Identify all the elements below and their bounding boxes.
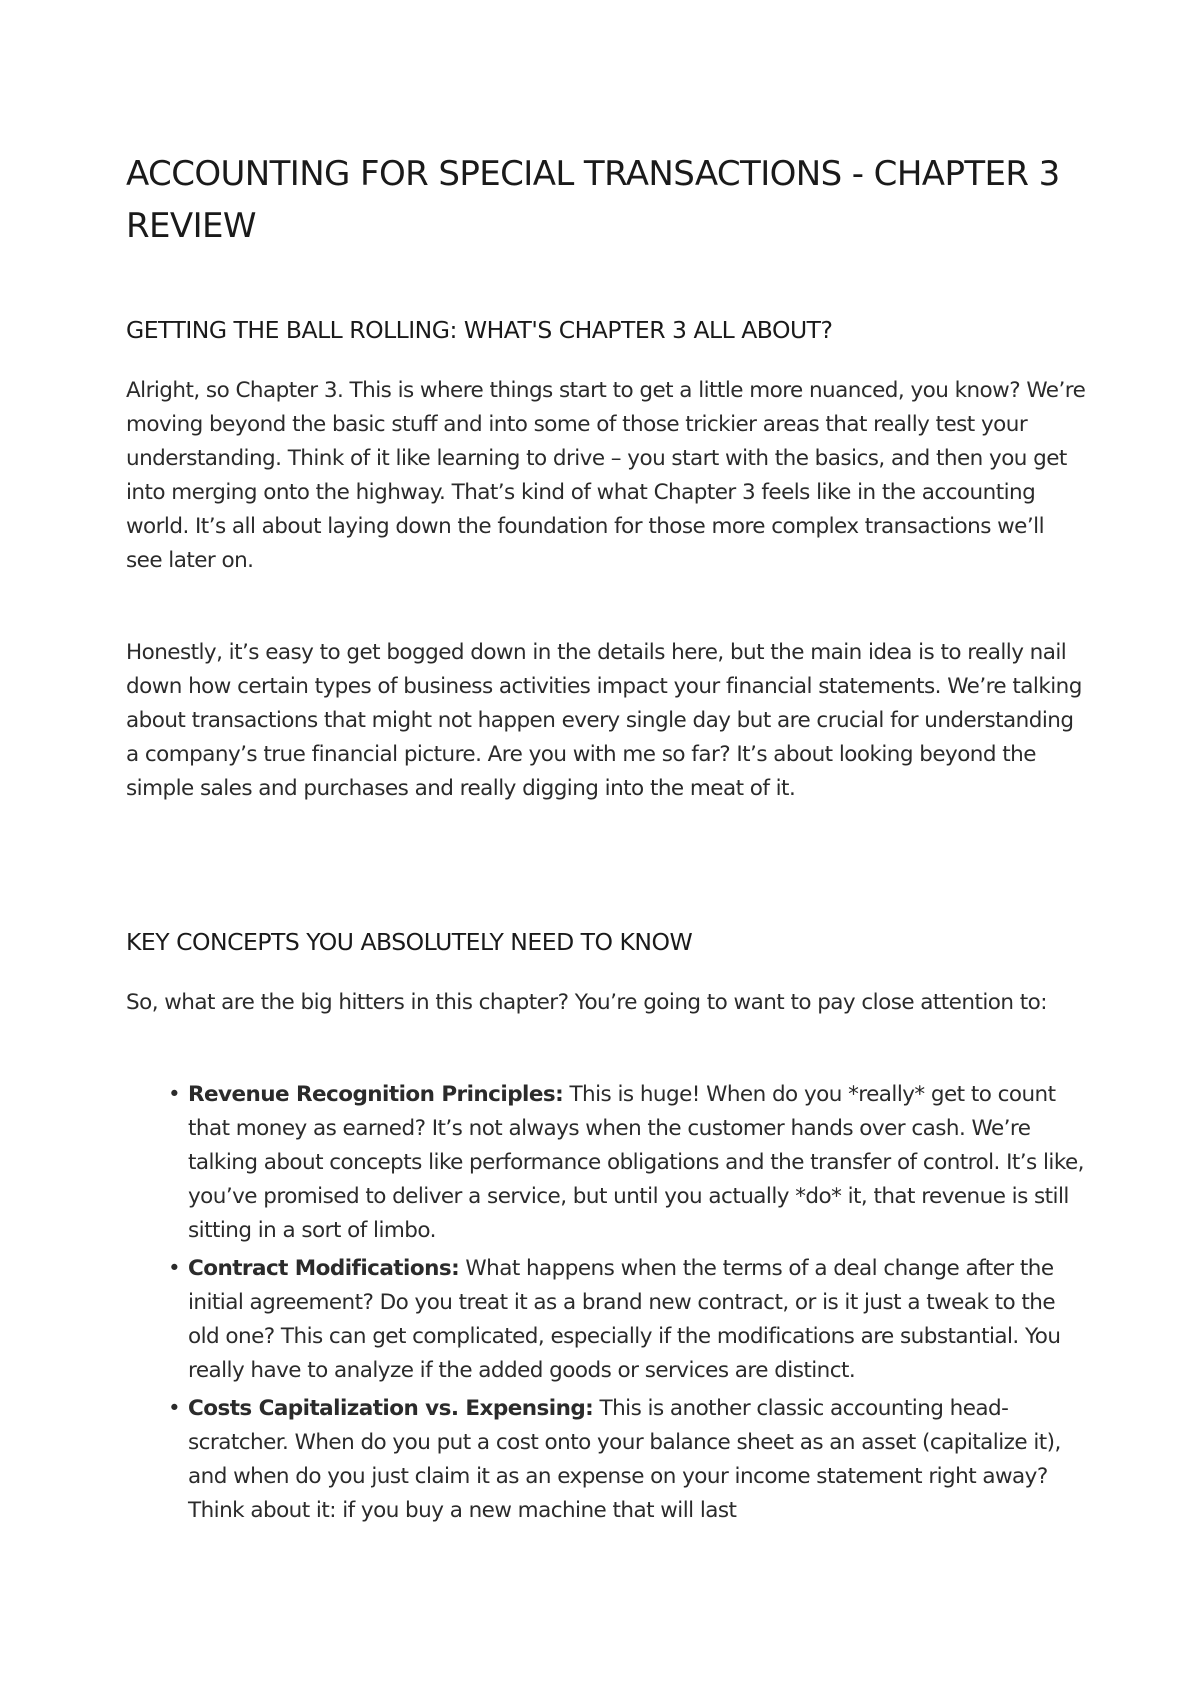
list-item [126,1392,1086,1528]
bullet-term: Costs Capitalization vs. Expensing: [188,1396,594,1421]
paragraph: Alright, so Chapter 3. This is where things start to get a little more nuanced, you know? We’re moving beyond the basic stuff and into some of those trickier areas that really test your understanding. Think of it like learning to drive – you start with the basics, and then you get into merging onto the highway. That’s kind of what Chapter 3 feels like in the accounting world. It’s all about laying down the foundation for those more complex transactions we’ll see later on. [126,378,1086,573]
bullet-icon: • [168,1256,181,1281]
bullet-icon: • [168,1082,181,1107]
paragraph: So, what are the big hitters in this chapter? You’re going to want to pay close attention to: [126,990,1047,1015]
list-item [126,1078,1086,1248]
section-heading-intro: GETTING THE BALL ROLLING: WHAT'S CHAPTER 3 ALL ABOUT? [126,316,833,344]
bullet-icon: • [168,1396,181,1421]
bullet-term: Revenue Recognition Principles: [188,1082,564,1107]
bullet-text: What happens when the terms of a deal change after the initial agreement? Do you treat it as a brand new contract, or is it just a tweak to the old one? This can get complicated, especially if the modifications are substantial. You really have to analyze if the added goods or services are distinct. [188,1256,1061,1383]
bullet-term: Contract Modifications: [188,1256,460,1281]
section-heading-key-concepts: KEY CONCEPTS YOU ABSOLUTELY NEED TO KNOW [126,928,693,956]
list-item [126,1252,1086,1388]
bullet-text: This is huge! When do you *really* get to count that money as earned? It’s not always when the customer hands over cash. We’re talking about concepts like performance obligations and the transfer of control. It’s like, you’ve promised to deliver a service, but until you actually *do* it, that revenue is still sitting in a sort of limbo. [188,1082,1084,1243]
bullet-text: This is another classic accounting head-scratcher. When do you put a cost onto your balance sheet as an asset (capitalize it), and when do you just claim it as an expense on your income statement right away? Think about it: if you buy a new machine that will last [188,1396,1061,1523]
key-concepts-list [126,1078,1086,1532]
document-title: ACCOUNTING FOR SPECIAL TRANSACTIONS - CHAPTER 3 REVIEW [126,154,1060,246]
paragraph: Honestly, it’s easy to get bogged down in the details here, but the main idea is to really nail down how certain types of business activities impact your financial statements. We’re talking about transactions that might not happen every single day but are crucial for understanding a company’s true financial picture. Are you with me so far? It’s about looking beyond the simple sales and purchases and really digging into the meat of it. [126,640,1082,801]
